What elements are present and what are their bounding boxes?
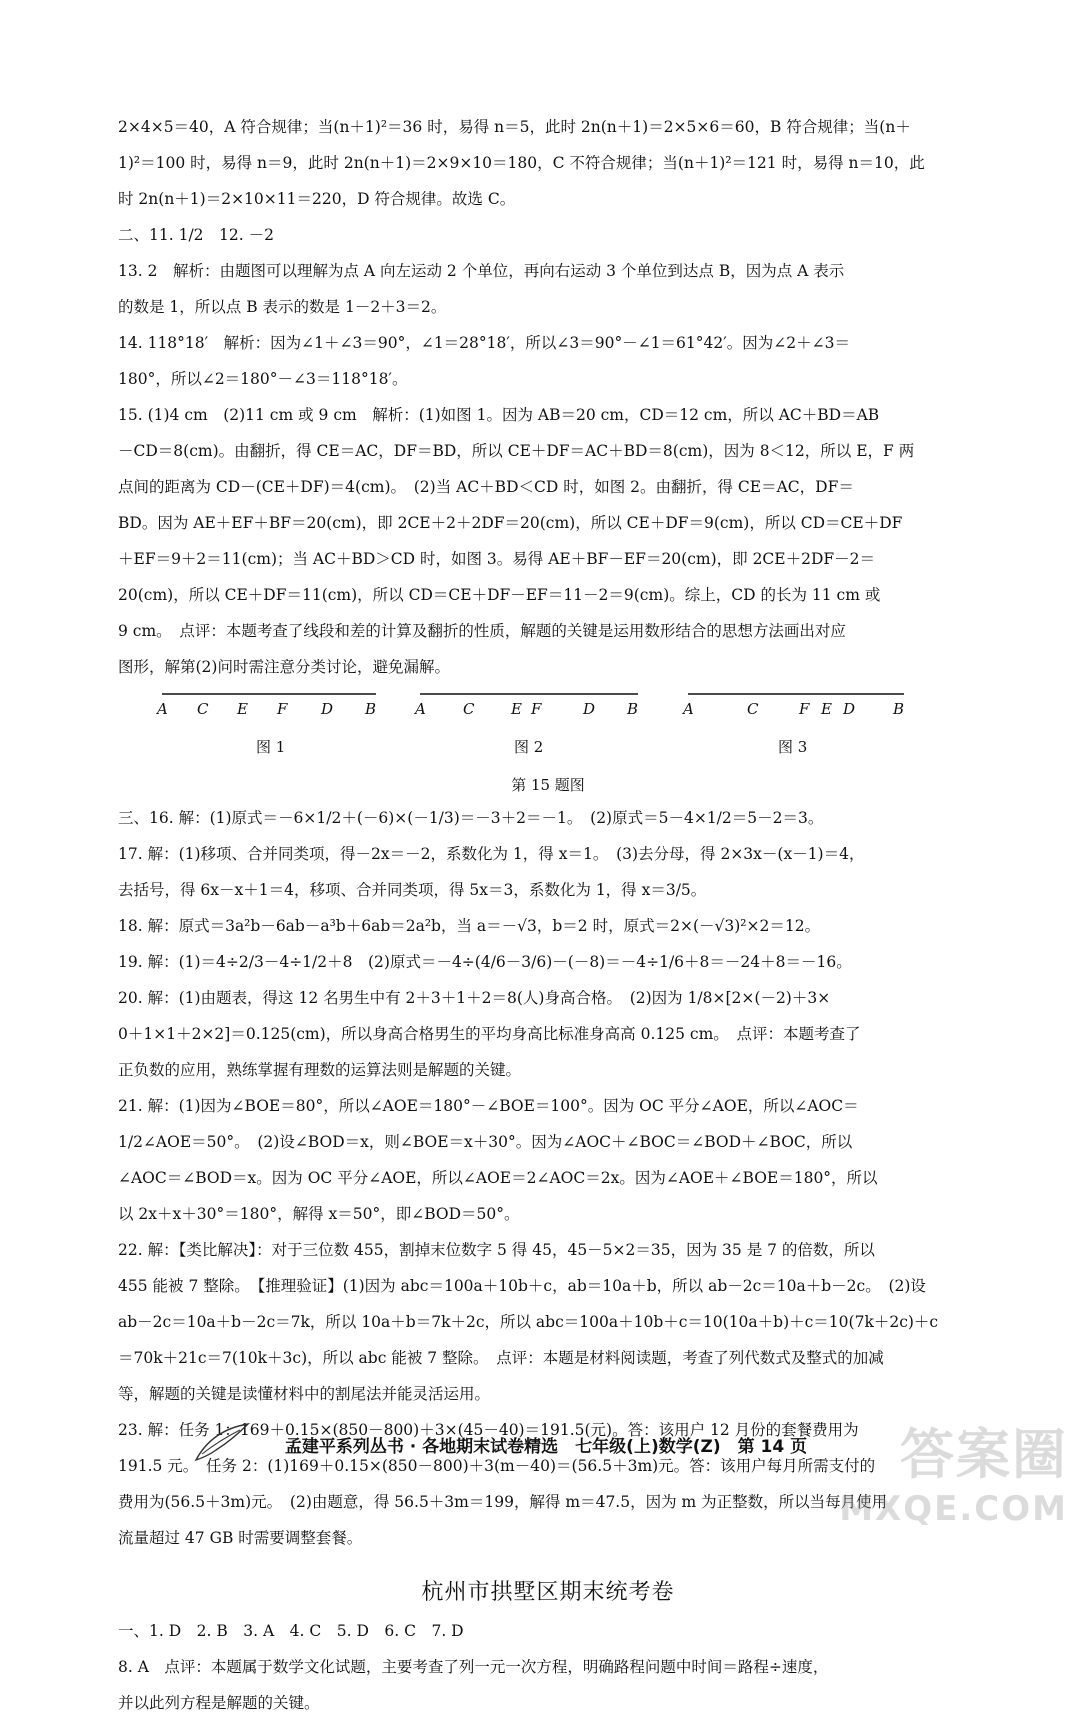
fig2-caption: 图 2 xyxy=(514,738,544,756)
page-footer: 孟建平系列丛书 · 各地期末试卷精选 七年级(上)数学(Z) 第 14 页 xyxy=(284,1437,808,1457)
fig1-point-label: D xyxy=(321,700,334,718)
text-line: 一、1. D 2. B 3. A 4. C 5. D 6. C 7. D xyxy=(118,1622,464,1640)
text-line: 0＋1×1＋2×2]＝0.125(cm)，所以身高合格男生的平均身高比标准身高高 0.125 cm。 点评：本题考查了 xyxy=(118,1025,861,1043)
text-line: ab－2c＝10a＋b－2c＝7k，所以 10a＋b＝7k＋2c，所以 abc＝100a＋10b＋c＝10(10a＋b)＋c＝10(7k＋2c)＋c xyxy=(118,1313,939,1331)
text-line: 去括号，得 6x－x＋1＝4，移项、合并同类项，得 5x＝3，系数化为 1，得 x＝3/5。 xyxy=(118,881,707,899)
text-line: 180°，所以∠2＝180°－∠3＝118°18′。 xyxy=(118,370,408,388)
text-line: 191.5 元。 任务 2：(1)169＋0.15×(850－800)＋3(m－40)＝(56.5＋3m)元。答：该用户每月所需支付的 xyxy=(118,1457,876,1475)
fig1-caption: 图 1 xyxy=(256,738,286,756)
watermark-domain: MXQE.COM xyxy=(839,1489,1068,1529)
text-line: 1)²＝100 时，易得 n＝9，此时 2n(n＋1)＝2×9×10＝180，C 不符合规律；当(n＋1)²＝121 时，易得 n＝10，此 xyxy=(118,154,925,172)
figure-15 xyxy=(118,688,978,774)
text-line: －CD＝8(cm)。由翻折，得 CE＝AC，DF＝BD，所以 CE＋DF＝AC＋BD＝8(cm)，因为 8＜12，所以 E，F 两 xyxy=(118,442,915,460)
text-line: 15. (1)4 cm (2)11 cm 或 9 cm 解析：(1)如图 1。因为 AB＝20 cm，CD＝12 cm，所以 AC＋BD＝AB xyxy=(118,406,880,424)
fig1-point-label: B xyxy=(365,700,377,718)
text-line: 9 cm。 点评：本题考查了线段和差的计算及翻折的性质，解题的关键是运用数形结合的思想方法画出对应 xyxy=(118,622,846,640)
text-line: 22. 解：【类比解决】：对于三位数 455，割掉末位数字 5 得 45，45－5×2＝35，因为 35 是 7 的倍数，所以 xyxy=(118,1241,875,1259)
fig3-point-label: E xyxy=(821,700,832,718)
text-line: 18. 解：原式＝3a²b－6ab－a³b＋6ab＝2a²b，当 a＝－√3，b＝2 时，原式＝2×(－√3)²×2＝12。 xyxy=(118,917,821,935)
fig3-point-label: F xyxy=(799,700,810,718)
text-line: 正负数的应用，熟练掌握有理数的运算法则是解题的关键。 xyxy=(118,1061,522,1079)
fig3-caption: 图 3 xyxy=(778,738,808,756)
section-title: 杭州市拱墅区期末统考卷 xyxy=(421,1580,675,1605)
fig2-point-label: E xyxy=(511,700,522,718)
figure-15-caption: 第 15 题图 xyxy=(511,776,585,794)
text-line: 图形，解第(2)问时需注意分类讨论，避免漏解。 xyxy=(118,658,450,676)
text-line: 455 能被 7 整除。 【推理验证】(1)因为 abc＝100a＋10b＋c，ab＝10a＋b，所以 ab－2c＝10a＋b－2c。 (2)设 xyxy=(118,1277,926,1295)
text-line: ＋EF＝9＋2＝11(cm)；当 AC＋BD＞CD 时，如图 3。易得 AE＋BF－EF＝20(cm)，即 2CE＋2DF－2＝ xyxy=(118,550,876,568)
fig3-point-label: C xyxy=(747,700,759,718)
watermark-logo: 答案圈 xyxy=(900,1423,1068,1486)
fig2-point-label: D xyxy=(583,700,596,718)
text-line: 13. 2 解析：由题图可以理解为点 A 向左运动 2 个单位，再向右运动 3 个单位到达点 B，因为点 A 表示 xyxy=(118,262,845,280)
text-line: 23. 解：任务 1：169＋0.15×(850－800)＋3×(45－40)＝191.5(元)。答：该用户 12 月份的套餐费用为 xyxy=(118,1421,859,1439)
text-line: 21. 解：(1)因为∠BOE＝80°，所以∠AOE＝180°－∠BOE＝100°。因为 OC 平分∠AOE，所以∠AOC＝ xyxy=(118,1097,859,1115)
text-line: 2×4×5＝40，A 符合规律；当(n＋1)²＝36 时，易得 n＝5，此时 2n(n＋1)＝2×5×6＝60，B 符合规律；当(n＋ xyxy=(118,118,911,136)
text-line: 20. 解：(1)由题表，得这 12 名男生中有 2＋3＋1＋2＝8(人)身高合格。 (2)因为 1/8×[2×(－2)＋3× xyxy=(118,989,831,1007)
text-line: 14. 118°18′ 解析：因为∠1＋∠3＝90°，∠1＝28°18′，所以∠3＝90°－∠1＝61°42′。因为∠2＋∠3＝ xyxy=(118,334,850,352)
watermark xyxy=(839,1412,1068,1529)
text-line: 17. 解：(1)移项、合并同类项，得－2x＝－2，系数化为 1，得 x＝1。 (3)去分母，得 2×3x－(x－1)＝4， xyxy=(118,845,865,863)
text-line: 点间的距离为 CD－(CE＋DF)＝4(cm)。 (2)当 AC＋BD＜CD 时，如图 2。由翻折，得 CE＝AC，DF＝ xyxy=(118,478,854,496)
fig3-point-label: B xyxy=(893,700,905,718)
fig1-point-label: E xyxy=(237,700,248,718)
text-line: 二、11. 1/2 12. －2 xyxy=(118,226,274,244)
fig2-point-label: A xyxy=(415,700,426,718)
text-line: 流量超过 47 GB 时需要调整套餐。 xyxy=(118,1529,363,1547)
text-line: BD。因为 AE＋EF＋BF＝20(cm)，即 2CE＋2＋2DF＝20(cm)，所以 CE＋DF＝9(cm)，所以 CD＝CE＋DF xyxy=(118,514,903,532)
text-line: 时 2n(n＋1)＝2×10×11＝220，D 符合规律。故选 C。 xyxy=(118,190,516,208)
text-line: 并以此列方程是解题的关键。 xyxy=(118,1694,320,1712)
fig2-point-label: F xyxy=(531,700,542,718)
text-line: 以 2x＋x＋30°＝180°，解得 x＝50°，即∠BOD＝50°。 xyxy=(118,1205,520,1223)
answer-block-3 xyxy=(118,1616,978,1718)
fig2-point-label: C xyxy=(463,700,475,718)
text-line: 20(cm)，所以 CE＋DF＝11(cm)，所以 CD＝CE＋DF－EF＝11－2＝9(cm)。综上，CD 的长为 11 cm 或 xyxy=(118,586,881,604)
text-line: 等，解题的关键是读懂材料中的割尾法并能灵活运用。 xyxy=(118,1385,491,1403)
text-line: 三、16. 解：(1)原式＝－6×1/2＋(－6)×(－1/3)＝－3＋2＝－1。 (2)原式＝5－4×1/2＝5－2＝3。 xyxy=(118,809,824,827)
fig3-point-label: A xyxy=(683,700,694,718)
fig2-point-label: B xyxy=(627,700,639,718)
text-line: 1/2∠AOE＝50°。 (2)设∠BOD＝x，则∠BOE＝x＋30°。因为∠AOC＋∠BOC＝∠BOD＋∠BOC，所以 xyxy=(118,1133,853,1151)
text-line: 的数是 1，所以点 B 表示的数是 1－2＋3＝2。 xyxy=(118,298,447,316)
fig1-point-label: A xyxy=(157,700,168,718)
answer-block-1 xyxy=(118,112,978,682)
text-line: 费用为(56.5＋3m)元。 (2)由题意，得 56.5＋3m＝199，解得 m＝47.5，因为 m 为正整数，所以当每月使用 xyxy=(118,1493,888,1511)
text-line: ∠AOC＝∠BOD＝x。因为 OC 平分∠AOE，所以∠AOE＝2∠AOC＝2x。因为∠AOE＋∠BOE＝180°，所以 xyxy=(118,1169,878,1187)
fig3-point-label: D xyxy=(843,700,856,718)
fig1-point-label: C xyxy=(197,700,209,718)
text-line: ＝70k＋21c＝7(10k＋3c)，所以 abc 能被 7 整除。 点评：本题是材料阅读题，考查了列代数式及整式的加减 xyxy=(118,1349,884,1367)
text-line: 19. 解：(1)＝4÷2/3－4÷1/2＋8 (2)原式＝－4÷(4/6－3/6)－(－8)＝－4÷1/6＋8＝－24＋8＝－16。 xyxy=(118,953,852,971)
text-line: 8. A 点评：本题属于数学文化试题，主要考查了列一元一次方程，明确路程问题中时间＝路程÷速度， xyxy=(118,1658,829,1676)
fig1-point-label: F xyxy=(277,700,288,718)
